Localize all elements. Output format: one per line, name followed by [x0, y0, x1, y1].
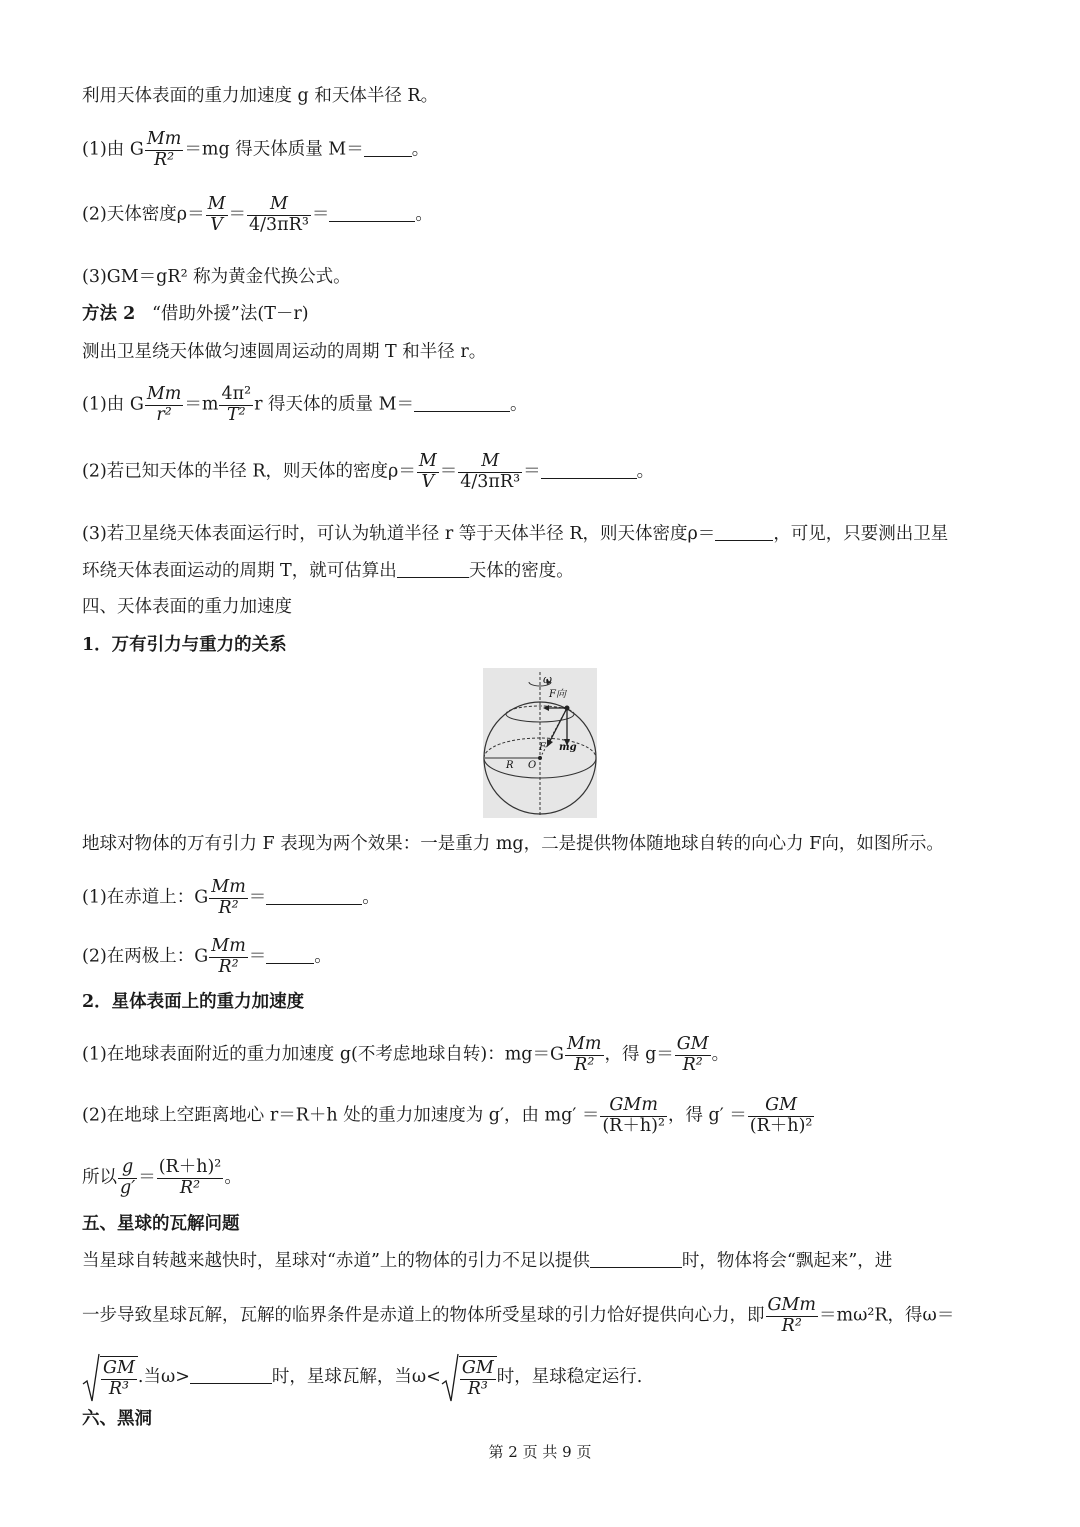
- fraction-numerator: M: [458, 452, 522, 473]
- radius-label: R: [506, 760, 514, 771]
- equals: ＝: [523, 461, 541, 482]
- answer-blank[interactable]: [590, 1249, 682, 1268]
- center-label: O: [528, 760, 537, 771]
- fraction-numerator: M: [247, 195, 311, 216]
- fraction-numerator: GMm: [767, 1295, 816, 1315]
- fraction-denominator: R²: [574, 1054, 595, 1075]
- sqrt-sign-icon: [82, 1352, 100, 1404]
- fraction: [209, 937, 248, 977]
- fraction-numerator: GM: [676, 1034, 709, 1054]
- m2-i3a-post: ，可见，只要测出卫星: [773, 524, 949, 544]
- fraction-denominator: r²: [156, 404, 172, 425]
- s5-l3-post: 时，星球瓦解，当ω<: [271, 1367, 441, 1387]
- f-centripetal-label: F向: [549, 689, 566, 700]
- fraction-denominator: 4/3πR³: [249, 214, 309, 235]
- fraction-numerator: M: [207, 194, 226, 214]
- m2-i3b-pre: 环绕天体表面运动的周期 T，就可估算出: [82, 561, 397, 581]
- section5-line1: [82, 1249, 892, 1273]
- fraction-denominator: V: [210, 214, 223, 235]
- method2-heading: [82, 302, 309, 326]
- m1-i1-post: ＝mg 得天体质量 M＝: [184, 139, 364, 160]
- answer-blank[interactable]: [190, 1365, 272, 1384]
- equals: ＝: [138, 1167, 156, 1188]
- fraction: [219, 385, 253, 425]
- m2-i2-pre: (2)若已知天体的半径 R，则天体的密度ρ＝: [82, 461, 416, 482]
- fraction-denominator: R³: [108, 1378, 130, 1399]
- omega-label: ω: [543, 673, 552, 686]
- section5-title: 五、星球的瓦解问题: [82, 1214, 240, 1234]
- sqrt-sign-icon: [441, 1352, 459, 1404]
- g1-mid: ，得 g＝: [604, 1044, 674, 1065]
- fraction-denominator: R²: [781, 1315, 802, 1336]
- equals: ＝: [228, 204, 246, 225]
- period: 。: [411, 139, 430, 160]
- method1-item3: (3)GM＝gR² 称为黄金代换公式。: [82, 267, 351, 287]
- section4-title: 四、天体表面的重力加速度: [82, 597, 292, 617]
- fraction: [209, 878, 248, 918]
- fraction: [766, 1296, 819, 1336]
- fraction: [206, 195, 228, 235]
- fraction-numerator: GMm: [600, 1096, 667, 1117]
- m2-i3a-pre: (3)若卫星绕天体表面运行时，可认为轨道半径 r 等于天体半径 R，则天体密度ρ＝: [82, 524, 716, 544]
- fraction-numerator: M: [418, 451, 437, 471]
- gravity-item2: [82, 1096, 815, 1136]
- equals: ＝: [248, 887, 267, 908]
- method1-item1: [82, 130, 429, 170]
- e1-pre: (1)在赤道上：G: [82, 887, 209, 908]
- method2-label: 方法 2: [82, 304, 136, 324]
- earth-diagram-svg: [483, 668, 597, 818]
- answer-blank[interactable]: [329, 203, 415, 222]
- m2-i1-mid: ＝m: [184, 394, 219, 415]
- fraction-numerator: Mm: [146, 129, 182, 149]
- period: 。: [711, 1044, 730, 1065]
- section4-sub2: 2．星体表面上的重力加速度: [82, 992, 305, 1012]
- fraction-denominator: T²: [226, 404, 246, 425]
- sqrt-expression: [441, 1356, 497, 1399]
- fraction-numerator: (R＋h)²: [158, 1157, 222, 1177]
- answer-blank[interactable]: [397, 559, 469, 578]
- sqrt-expression: [82, 1356, 138, 1399]
- method1-item2: [82, 195, 433, 235]
- section4-sub1: 1．万有引力与重力的关系: [82, 635, 287, 655]
- answer-blank[interactable]: [414, 393, 510, 412]
- g3-pre: 所以: [82, 1167, 117, 1188]
- fraction-denominator: (R＋h)²: [602, 1115, 665, 1136]
- fraction-denominator: R²: [218, 897, 239, 918]
- period: 。: [314, 946, 332, 967]
- fraction-numerator: Mm: [211, 936, 246, 956]
- fraction: [118, 1158, 137, 1198]
- page-footer: 第 2 页 共 9 页: [488, 1443, 592, 1461]
- g2-mid: ，得 g′ ＝: [667, 1105, 747, 1126]
- earth-gravity-figure: [483, 668, 597, 818]
- fraction-numerator: g: [118, 1158, 137, 1179]
- mg-label: mg: [559, 742, 577, 753]
- fraction: [247, 195, 311, 235]
- equals: ＝: [248, 946, 267, 967]
- method2-item3-line2: [82, 559, 574, 583]
- section5-line3: [82, 1356, 642, 1399]
- fraction-numerator: GM: [103, 1358, 135, 1378]
- fraction-denominator: R²: [218, 956, 239, 977]
- fraction: [600, 1096, 667, 1136]
- section4-desc: 地球对物体的万有引力 F 表现为两个效果：一是重力 mg，二是提供物体随地球自转的向心力 F向，如图所示。: [82, 834, 944, 854]
- s5-l1-post: 时，物体将会“飘起来”，进: [681, 1251, 893, 1271]
- m1-i2-pre: (2)天体密度ρ＝: [82, 204, 205, 225]
- method2-item2: [82, 452, 654, 492]
- fraction-denominator: R³: [467, 1378, 488, 1399]
- method2-item1: [82, 385, 528, 425]
- fraction: [101, 1359, 137, 1399]
- fraction-denominator: R²: [154, 149, 175, 170]
- fraction: [145, 130, 184, 170]
- fraction-denominator: V: [421, 471, 435, 492]
- fraction: [675, 1035, 711, 1075]
- s5-l2-post: ＝mω²R，得ω＝: [819, 1305, 955, 1326]
- method2-item3-line1: [82, 522, 948, 546]
- period: 。: [362, 887, 380, 908]
- fraction-numerator: GM: [748, 1096, 815, 1117]
- fraction-numerator: Mm: [566, 1034, 602, 1054]
- answer-blank[interactable]: [541, 460, 637, 479]
- equals: ＝: [439, 461, 458, 482]
- fraction: [157, 1158, 224, 1198]
- m2-i1-post: r 得天体的质量 M＝: [254, 394, 415, 415]
- f-label: F: [539, 742, 546, 753]
- answer-blank[interactable]: [266, 945, 314, 964]
- gravity-item1: [82, 1035, 729, 1075]
- section6-title: 六、黑洞: [82, 1409, 152, 1429]
- fraction: [565, 1035, 604, 1075]
- m2-i3b-post: 天体的密度。: [468, 561, 574, 581]
- fraction-numerator: GM: [461, 1358, 494, 1378]
- g1-pre: (1)在地球表面附近的重力加速度 g(不考虑地球自转)：mg＝G: [82, 1044, 564, 1065]
- poles-item: [82, 937, 332, 977]
- period: 。: [415, 204, 433, 225]
- fraction-numerator: Mm: [146, 384, 182, 404]
- gravity-item3: [82, 1158, 242, 1198]
- answer-blank[interactable]: [266, 886, 362, 905]
- section5-line2: [82, 1296, 954, 1336]
- fraction: [145, 385, 184, 425]
- method2-title: “借助外援”法(T－r): [151, 304, 309, 324]
- answer-blank[interactable]: [364, 138, 412, 157]
- e2-pre: (2)在两极上：G: [82, 946, 209, 967]
- method2-desc: 测出卫星绕天体做匀速圆周运动的周期 T 和半径 r。: [82, 342, 487, 362]
- period: 。: [636, 461, 655, 482]
- answer-blank[interactable]: [715, 522, 773, 541]
- fraction-denominator: 4/3πR³: [460, 471, 521, 492]
- m2-i1-pre: (1)由 G: [82, 394, 144, 415]
- s5-l2-pre: 一步导致星球瓦解，瓦解的临界条件是赤道上的物体所受星球的引力恰好提供向心力，即: [82, 1305, 765, 1326]
- equals: ＝: [311, 204, 330, 225]
- fraction-denominator: g′: [120, 1177, 136, 1198]
- fraction: [748, 1096, 815, 1136]
- m1-i1-pre: (1)由 G: [82, 139, 144, 160]
- fraction-denominator: R²: [179, 1177, 201, 1198]
- fraction-denominator: R²: [682, 1054, 703, 1075]
- fraction: [417, 452, 439, 492]
- fraction-denominator: (R＋h)²: [749, 1115, 813, 1136]
- g2-pre: (2)在地球上空距离地心 r＝R＋h 处的重力加速度为 g′，由 mg′ ＝: [82, 1105, 600, 1126]
- period: 。: [510, 394, 528, 415]
- period: 。: [224, 1167, 242, 1188]
- fraction-numerator: Mm: [211, 877, 246, 897]
- s5-l1-pre: 当星球自转越来越快时，星球对“赤道”上的物体的引力不足以提供: [82, 1251, 590, 1271]
- fraction: [460, 1359, 496, 1399]
- equator-item: [82, 878, 380, 918]
- intro-text: 利用天体表面的重力加速度 g 和天体半径 R。: [82, 86, 439, 106]
- s5-l3-mid: .当ω>: [137, 1367, 190, 1387]
- fraction-numerator: 4π²: [221, 384, 252, 404]
- s5-l3-end: 时，星球稳定运行.: [496, 1367, 643, 1387]
- fraction: [458, 452, 522, 492]
